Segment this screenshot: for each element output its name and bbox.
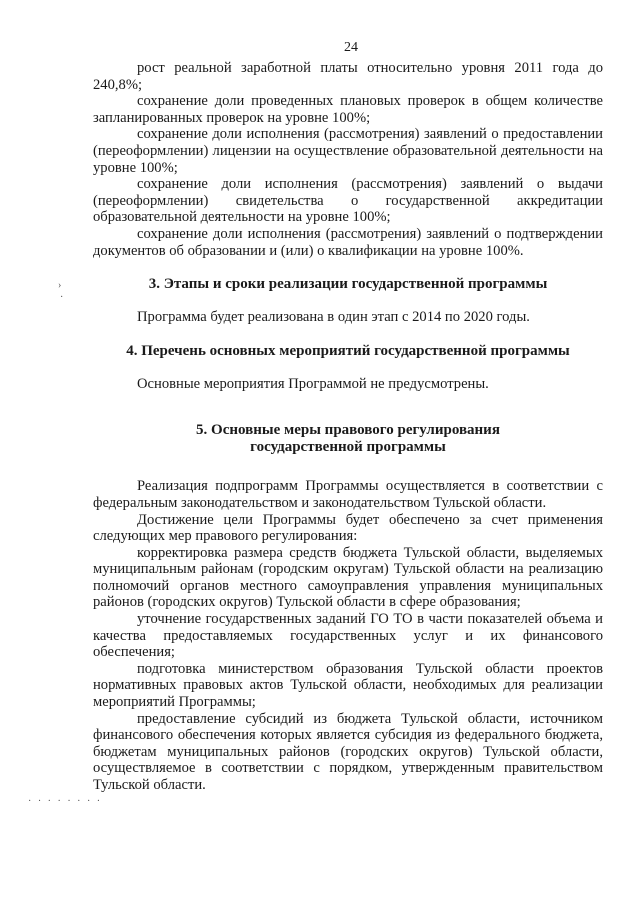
- margin-mark: · · · · · · · ·: [28, 796, 103, 807]
- margin-mark: ·: [60, 292, 64, 303]
- list-item: сохранение доли проведенных плановых проверок в общем количестве запланированных проверок на уровне 100%;: [93, 93, 603, 126]
- section-3-text: Программа будет реализована в один этап с 2014 по 2020 годы.: [137, 309, 530, 326]
- paragraph: предоставление субсидий из бюджета Тульской области, источником финансового обеспечения которых является субсидия из федерального бюджета, бюджетам муниципальных районов (городских округов) Тульской области, осуществляемое в соответствии с порядком, утвержденным правительством Тульской области.: [93, 710, 603, 793]
- margin-mark: ›: [58, 280, 62, 291]
- list-item: сохранение доли исполнения (рассмотрения) заявлений о подтверждении документов об образовании и (или) о квалификации на уровне 100%.: [93, 225, 603, 259]
- paragraph: Реализация подпрограмм Программы осуществляется в соответствии с федеральным законодательством и законодательством Тульской области.: [93, 478, 603, 511]
- list-item: сохранение доли исполнения (рассмотрения) заявлений о предоставлении (переоформлении) лицензии на осуществление образовательной деятельности на уровне 100%;: [93, 126, 603, 176]
- section-5-heading: [93, 422, 603, 456]
- section-3-heading: 3. Этапы и сроки реализации государственной программы: [148, 276, 548, 293]
- section-5-heading-line1: 5. Основные меры правового регулирования: [196, 422, 500, 439]
- paragraph: уточнение государственных заданий ГО ТО в части показателей объема и качества предоставляемых государственных услуг и их финансового обеспечения;: [93, 611, 603, 661]
- section-4-text: Основные мероприятия Программой не предусмотрены.: [137, 375, 489, 392]
- paragraph: подготовка министерством образования Тульской области проектов нормативных правовых актов Тульской области, необходимых для реализации мероприятий Программы;: [93, 660, 603, 711]
- document-body: [93, 60, 603, 794]
- paragraph: корректировка размера средств бюджета Тульской области, выделяемых муниципальным районам (городским округам) Тульской области на реализацию полномочий органов местного самоуправления управления муниципальных районов (городских округов) Тульской области в сфере образования;: [93, 544, 603, 611]
- list-item: сохранение доли исполнения (рассмотрения) заявлений о выдачи (переоформлении) свидетельства о государственной аккредитации образовательной деятельности на уровне 100%;: [93, 176, 603, 226]
- section-4-heading: 4. Перечень основных мероприятий государственной программы: [126, 342, 570, 359]
- list-item: рост реальной заработной платы относительно уровня 2011 года до 240,8%;: [93, 60, 603, 93]
- section-5-heading-line2: государственной программы: [250, 439, 446, 456]
- page-number: 24: [344, 40, 358, 55]
- paragraph: Достижение цели Программы будет обеспечено за счет применения следующих мер правового регулирования:: [93, 511, 603, 545]
